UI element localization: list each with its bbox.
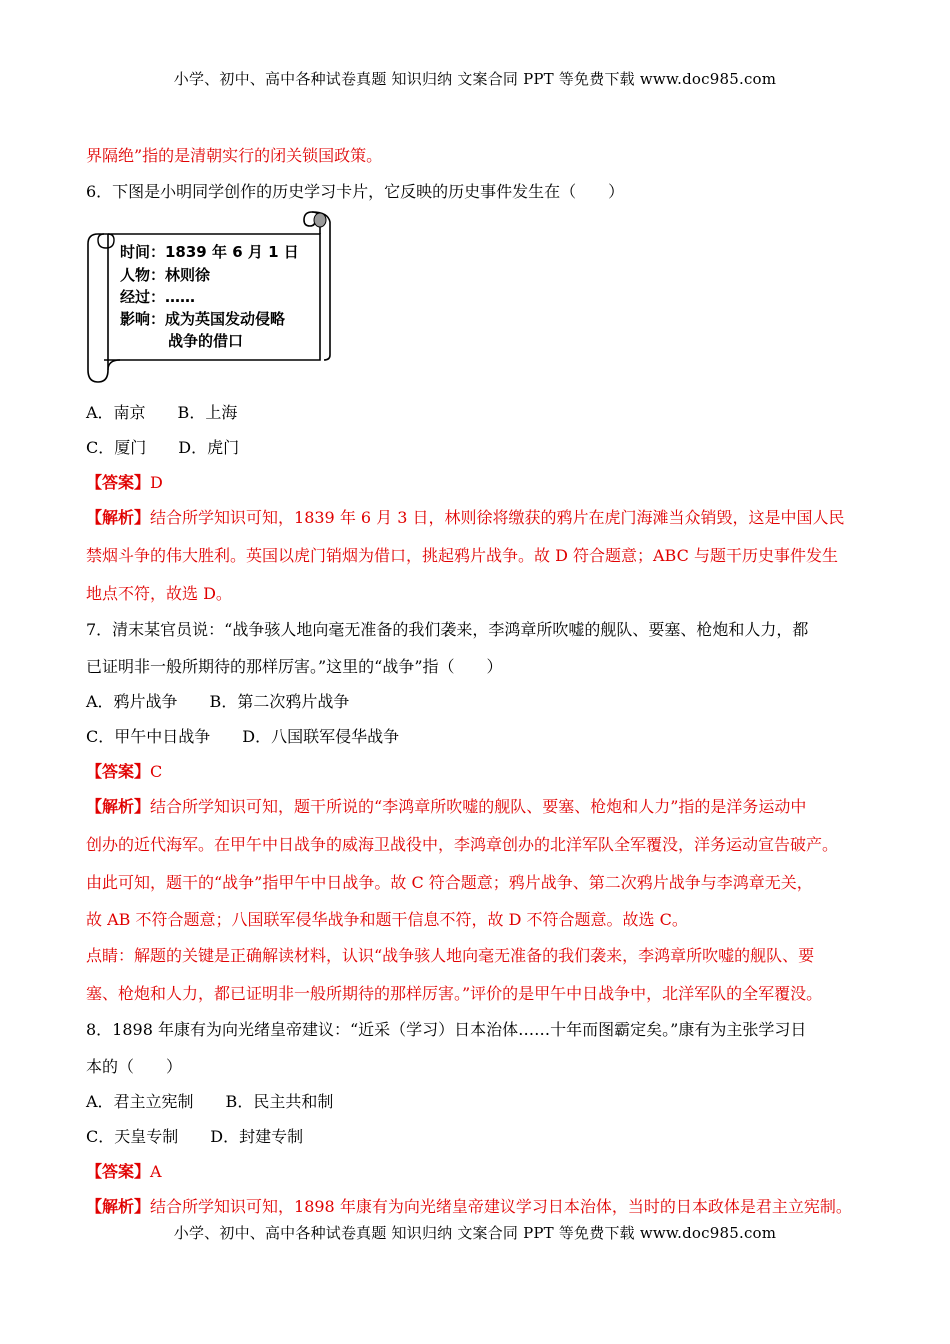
q8-options-cd: C．天皇专制 D．封建专制: [86, 1127, 304, 1146]
q8-answer: [86, 1162, 162, 1182]
page-header: 小学、初中、高中各种试卷真题 知识归纳 文案合同 PPT 等免费下载 www.doc985.com: [173, 70, 777, 88]
q8-analysis-1: [86, 1197, 852, 1217]
analysis-text: 结合所学知识可知，1839 年 6 月 3 日，林则徐将缴获的鸦片在虎门海滩当众销毁，这是中国人民: [150, 508, 845, 527]
analysis-text: 结合所学知识可知，题干所说的“李鸿章所吹嘘的舰队、要塞、枪炮和人力”指的是洋务运动中: [150, 797, 807, 816]
q7-options-ab: A．鸦片战争 B．第二次鸦片战争: [86, 692, 350, 711]
card-impact: 影响：成为英国发动侵略: [120, 310, 286, 328]
q8-options-ab: A．君主立宪制 B．民主共和制: [86, 1092, 334, 1111]
q7-tip-2: 塞、枪炮和人力，都已证明非一般所期待的那样厉害。”评价的是甲午中日战争中，北洋军队的全军覆没。: [86, 984, 823, 1003]
q7-analysis-1: [86, 797, 806, 817]
q6-stem: 6．下图是小明同学创作的历史学习卡片，它反映的历史事件发生在（ ）: [86, 182, 625, 201]
q7-answer: [86, 762, 162, 782]
q6-analysis-3: 地点不符，故选 D。: [86, 584, 232, 603]
answer-value: D: [150, 473, 163, 492]
answer-label: 【答案】: [86, 473, 151, 492]
page-footer: 小学、初中、高中各种试卷真题 知识归纳 文案合同 PPT 等免费下载 www.doc985.com: [173, 1224, 777, 1242]
q6-answer: [86, 473, 163, 493]
history-study-card: [84, 210, 334, 385]
analysis-text: 结合所学知识可知，1898 年康有为向光绪皇帝建议学习日本治体，当时的日本政体是君主立宪制。: [150, 1197, 852, 1216]
q8-stem-2: 本的（ ）: [86, 1057, 183, 1076]
q7-tip-1: 点睛：解题的关键是正确解读材料，认识“战争骇人地向毫无准备的我们袭来，李鸿章所吹嘘的舰队、要: [86, 946, 815, 965]
q6-options-cd: C．厦门 D．虎门: [86, 438, 240, 457]
card-time: 时间：1839 年 6 月 1 日: [120, 243, 299, 261]
q6-analysis-1: [86, 508, 845, 528]
q6-options-ab: A．南京 B．上海: [86, 403, 238, 422]
card-person: 人物：林则徐: [120, 266, 211, 284]
q8-stem-1: 8．1898 年康有为向光绪皇帝建议：“近采（学习）日本治体……十年而图霸定矣。”康有为主张学习日: [86, 1020, 807, 1039]
q7-analysis-2: 创办的近代海军。在甲午中日战争的威海卫战役中，李鸿章创办的北洋军队全军覆没，洋务运动宣告破产。: [86, 835, 839, 854]
answer-value: C: [150, 762, 163, 781]
analysis-label: 【解析】: [86, 508, 151, 527]
answer-label: 【答案】: [86, 762, 151, 781]
card-impact-cont: 战争的借口: [168, 332, 244, 350]
analysis-label: 【解析】: [86, 1197, 151, 1216]
q7-analysis-4: 故 AB 不符合题意；八国联军侵华战争和题干信息不符，故 D 不符合题意。故选 C。: [86, 910, 688, 929]
q7-stem-1: 7．清末某官员说：“战争骇人地向毫无准备的我们袭来，李鸿章所吹嘘的舰队、要塞、枪炮和人力，都: [86, 620, 809, 639]
answer-label: 【答案】: [86, 1162, 151, 1181]
q7-options-cd: C．甲午中日战争 D．八国联军侵华战争: [86, 727, 400, 746]
answer-value: A: [150, 1162, 162, 1181]
card-process: 经过：……: [120, 288, 196, 306]
prev-question-tail: 界隔绝”指的是清朝实行的闭关锁国政策。: [86, 146, 383, 165]
q6-analysis-2: 禁烟斗争的伟大胜利。英国以虎门销烟为借口，挑起鸦片战争。故 D 符合题意；ABC 与题干历史事件发生: [86, 546, 838, 565]
q7-stem-2: 已证明非一般所期待的那样厉害。”这里的“战争”指（ ）: [86, 657, 503, 676]
q7-analysis-3: 由此可知，题干的“战争”指甲午中日战争。故 C 符合题意；鸦片战争、第二次鸦片战争与李鸿章无关，: [86, 873, 813, 892]
analysis-label: 【解析】: [86, 797, 151, 816]
